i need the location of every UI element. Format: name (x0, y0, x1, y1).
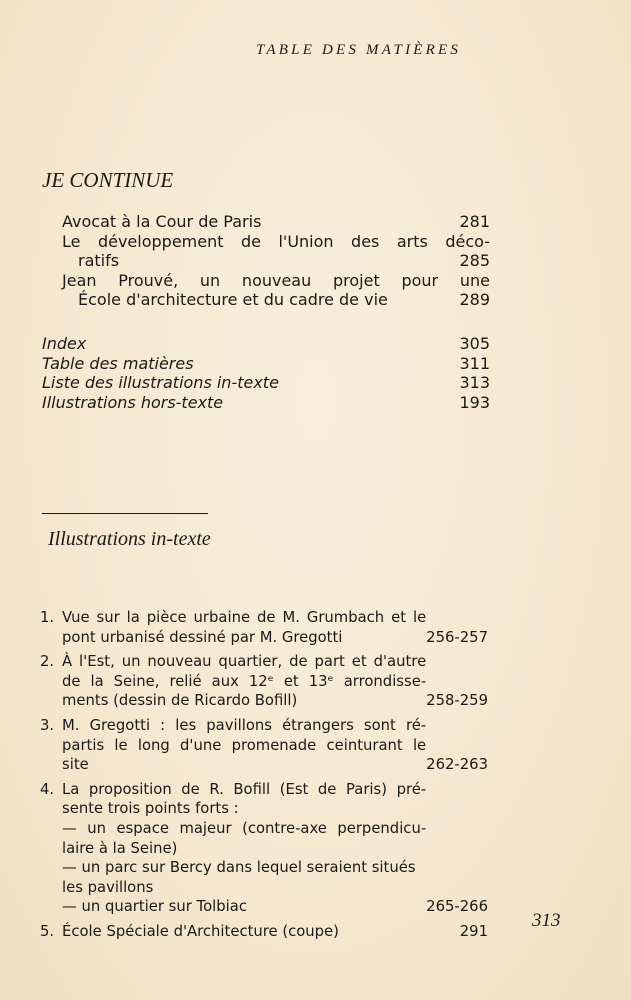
index-entry-page: 313 (459, 373, 490, 392)
illustration-text-line: — un espace majeur (contre-axe perpendicu- (62, 819, 427, 837)
toc-entry-label: Avocat à la Cour de Paris (62, 212, 262, 231)
index-entry-page: 311 (459, 353, 490, 373)
illustration-text-line: Vue sur la pièce urbaine de M. Grumbach et le (62, 609, 427, 626)
illustration-entry (40, 922, 488, 942)
toc-entry (62, 271, 490, 310)
illustration-pages: 256-257 (426, 628, 488, 646)
toc-list (62, 212, 490, 310)
index-entry (42, 354, 490, 374)
toc-entry (62, 232, 490, 271)
index-entry-label: Table des matières (42, 353, 194, 373)
illustration-pages: 291 (459, 922, 488, 940)
index-entry-label: Illustrations hors-texte (42, 392, 224, 412)
index-entry (42, 373, 490, 393)
illustration-entry (40, 652, 488, 711)
index-entry-page: 193 (459, 392, 490, 412)
illustration-text-line: M. Gregotti : les pavillons étrangers sont ré- (62, 716, 427, 734)
toc-entry (62, 212, 490, 232)
page-number: 313 (532, 910, 561, 931)
illustration-entry (40, 780, 488, 917)
illustration-text-line: sente trois points forts : (62, 800, 239, 818)
toc-entry-label-cont: École d'architecture et du cadre de vie (78, 290, 388, 309)
illustration-text-line: les pavillons (62, 878, 154, 896)
illustration-entry (40, 716, 488, 775)
section-title: JE CONTINUE (42, 168, 174, 192)
index-entry (42, 393, 490, 413)
toc-entry-page: 285 (459, 251, 490, 270)
illustration-text-line: École Spéciale d'Architecture (coupe) (62, 922, 339, 940)
illustration-number: 4. (40, 780, 55, 798)
illustration-text-line: La proposition de R. Bofill (Est de Paris) pré- (62, 780, 427, 798)
illustration-text-line: de la Seine, relié aux 12ᵉ et 13ᵉ arrondisse- (62, 672, 427, 690)
index-entry-page: 305 (459, 334, 490, 353)
toc-entry-label-cont: ratifs (78, 251, 120, 270)
toc-entry-page: 281 (459, 212, 490, 231)
illustration-pages: 258-259 (426, 692, 488, 710)
illustration-text-line: — un parc sur Bercy dans lequel seraient situés (62, 859, 416, 877)
illustration-text-line: — un quartier sur Tolbiac (62, 898, 247, 916)
illustrations-title: Illustrations in-texte (48, 528, 211, 550)
illustration-number: 5. (40, 922, 55, 940)
illustration-pages: 265-266 (426, 898, 488, 916)
toc-entry-page: 289 (459, 290, 490, 309)
index-entry (42, 334, 490, 354)
toc-entry-label: Jean Prouvé, un nouveau projet pour une (62, 270, 490, 290)
illustration-text-line: ments (dessin de Ricardo Bofill) (62, 692, 298, 710)
illustration-pages: 262-263 (426, 756, 488, 774)
illustration-text-line: site (62, 756, 89, 774)
illustration-number: 1. (40, 609, 55, 626)
section-divider (42, 513, 208, 514)
illustration-text-line: laire à la Seine) (62, 839, 178, 857)
illustration-text-line: À l'Est, un nouveau quartier, de part et d'autre (62, 653, 427, 671)
illustration-number: 3. (40, 716, 55, 734)
illustration-entry (40, 608, 488, 647)
running-head: TABLE DES MATIÈRES (256, 42, 462, 58)
index-entry-label: Index (42, 334, 87, 353)
toc-entry-label: Le développement de l'Union des arts déco- (62, 231, 490, 251)
index-entry-label: Liste des illustrations in-texte (42, 373, 279, 392)
illustration-text-line: partis le long d'une promenade ceinturant le (62, 736, 427, 754)
illustration-text-line: pont urbanisé dessiné par M. Gregotti (62, 628, 343, 646)
illustrations-list (40, 608, 488, 947)
index-list (42, 334, 490, 412)
illustration-number: 2. (40, 653, 55, 671)
